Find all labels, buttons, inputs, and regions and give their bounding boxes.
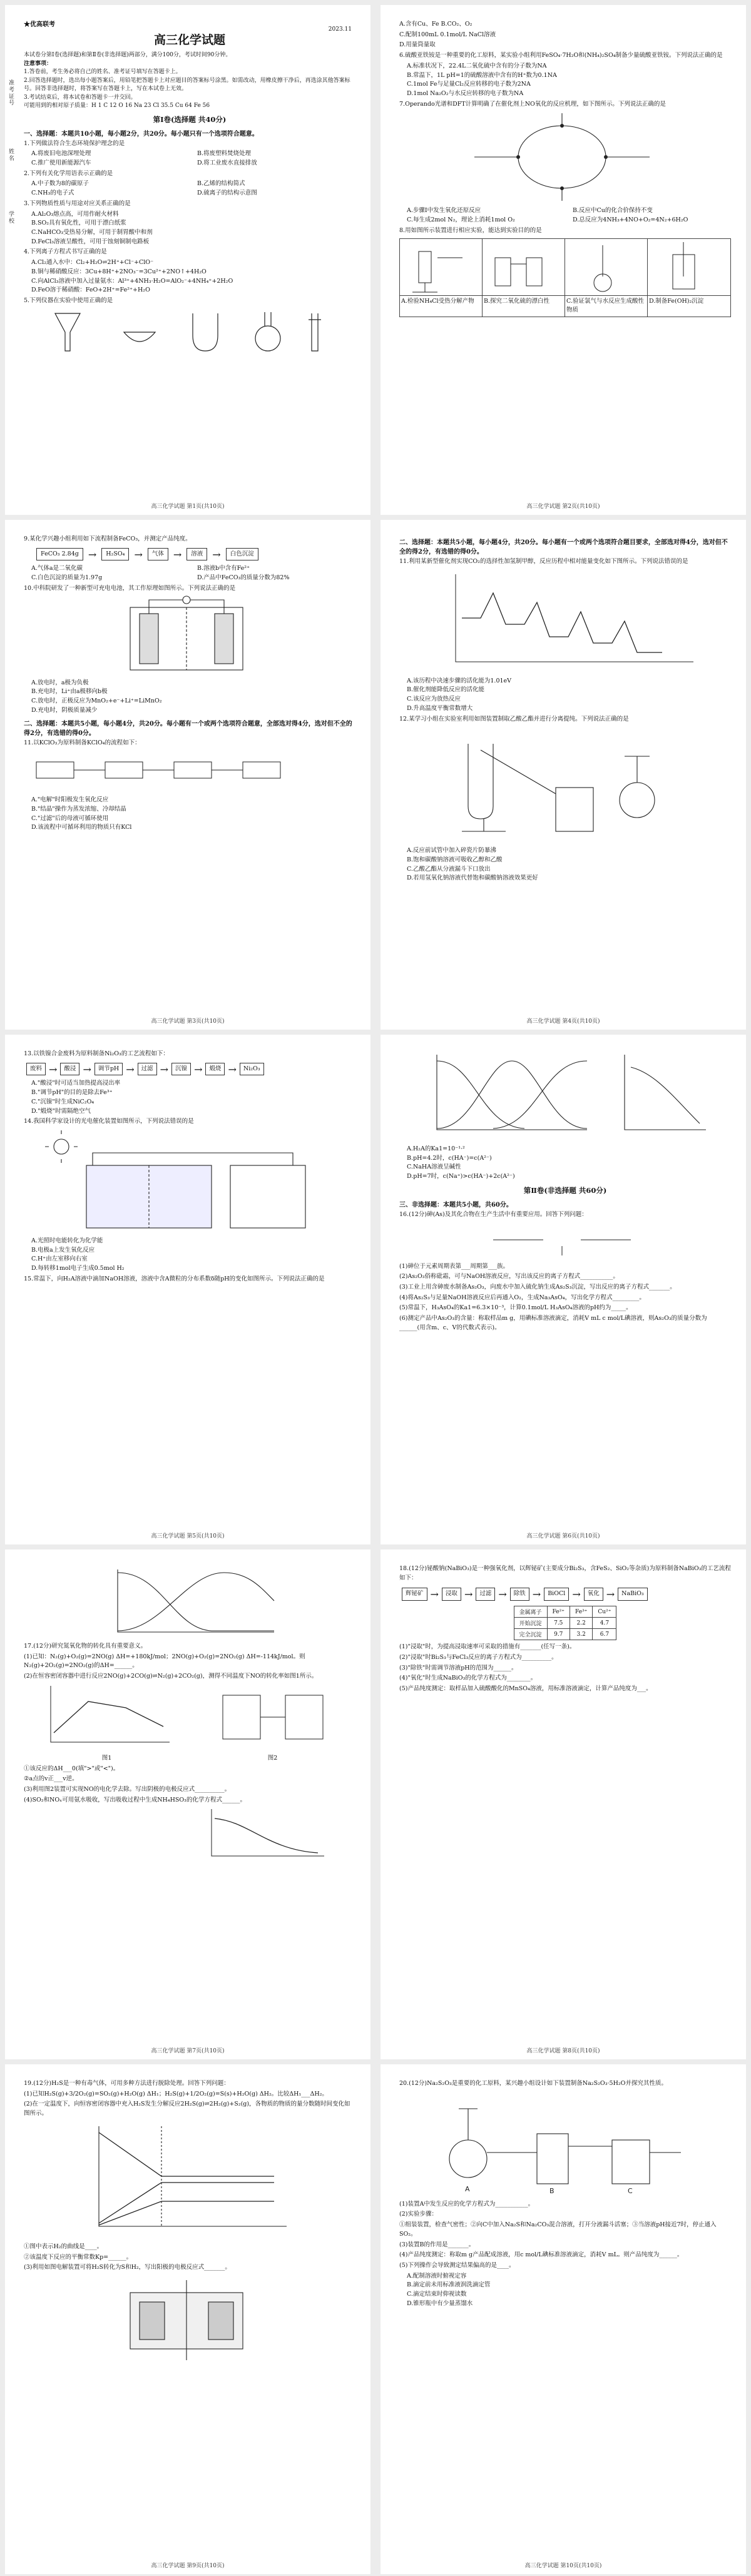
q20-option-a: A.配制溶液时俯视定容: [407, 2272, 467, 2279]
q15-option-b: B.pH=4.2时，c(HA⁻)=c(A²⁻): [407, 1154, 492, 1162]
volume-1-title: 第Ⅰ卷(选择题 共40分): [153, 114, 227, 124]
q4-option-c: C.向AlCl₃溶液中加入过量氨水：Al³⁺+4NH₃·H₂O=AlO₂⁻+4NH₄⁺+2H₂O: [31, 277, 233, 285]
round-flask-icon: [255, 326, 280, 351]
q4-option-a: A.Cl₂通入水中：Cl₂+H₂O⇌2H⁺+Cl⁻+ClO⁻: [31, 259, 154, 266]
table-row: [514, 1629, 616, 1640]
apparatus-label-c: C: [628, 2186, 633, 2195]
q8-option-d: D.制备Fe(OH)₂沉淀: [648, 295, 730, 317]
flow-node-3: 除铁: [510, 1588, 529, 1601]
flow-node-3: 溶液: [186, 548, 207, 561]
exam-badge: ★优高联考: [24, 21, 55, 28]
note-1: 注意事项：: [24, 60, 53, 67]
q18-part-3: (3)"除铁"时需调节溶液pH的范围为______。: [399, 1664, 518, 1671]
page-9: [5, 2064, 370, 2574]
precipitation-ph-table: [514, 1606, 617, 1640]
q16-part-4: (4)将As₂S₃与足量NaOH溶液反应后再通入O₂，生成Na₃AsO₄，写出化学方程式_________。: [399, 1294, 645, 1301]
page-1: [5, 5, 370, 515]
question-5: 5.下列仪器在实验中使用正确的是: [24, 297, 113, 304]
question-17: 17.(12分)研究氮氧化物的转化具有重要意义。: [24, 1643, 147, 1650]
q10-option-d: D.充电时，阴极质量减少: [31, 706, 98, 714]
q16-part-2: (2)As₂O₃俗称砒霜，可与NaOH溶液反应，写出该反应的离子方程式___________。: [399, 1273, 619, 1280]
page-footer: 高三化学试题 第7页(共10页): [151, 2048, 225, 2054]
q18-part-5: (5)产品纯度测定：取样品加入硫酸酸化的MnSO₄溶液，用标准溶液滴定，计算产品纯度为___。: [399, 1685, 652, 1693]
question-15: 15.常温下，向H₂A溶液中滴加NaOH溶液，溶液中含A微粒的分布系数δ随pH的变化如图所示。下列说法正确的是: [24, 1275, 325, 1282]
volume-2-title: 第Ⅱ卷(非选择题 共60分): [523, 1185, 607, 1195]
mole-fraction-plot: [24, 2120, 349, 2239]
table-header-cell: 金属离子: [514, 1606, 547, 1618]
q11-option-c: C."过滤"后的母液可循环使用: [31, 814, 109, 822]
q12-option-b: B.饱和碳酸钠溶液可吸收乙醇和乙酸: [407, 856, 503, 864]
q2-option-b: B.乙烯的结构简式: [197, 180, 245, 188]
distribution-curve-figure: [399, 1048, 725, 1142]
test-tube-icon: [193, 313, 218, 351]
q3-option-c: C.NaHCO₃受热易分解，可用于制胃酸中和剂: [31, 228, 153, 236]
table-cell: 6.7: [593, 1629, 616, 1640]
lab-glassware-figure: [24, 307, 349, 357]
q15-option-c: C.NaHA溶液呈碱性: [407, 1164, 461, 1171]
page-footer: 高三化学试题 第4页(共10页): [526, 1018, 600, 1025]
question-11: 11.以KClO₃为原料制备KClO₄的流程如下：: [24, 739, 141, 747]
q20-option-b: B.滴定前未用标准液润洗滴定管: [407, 2281, 491, 2289]
flow-node-0: FeCO₃ 2.84g: [36, 548, 83, 561]
apparatus-label-a: A: [465, 2184, 470, 2193]
table-cell: 2.2: [570, 1618, 592, 1629]
page-title: 高三化学试题: [153, 33, 225, 47]
q16-conversion-figure: [399, 1221, 725, 1259]
flow-node-5: 煅烧: [205, 1063, 225, 1076]
side-label-examno: 准考证号: [9, 80, 15, 107]
page-footer: 高三化学试题 第1页(共10页): [151, 504, 225, 510]
top-distribution-figure: [24, 1563, 349, 1638]
q17-part-3: ①该反应的ΔH___0(填">"或"<")。: [24, 1765, 120, 1772]
q6-option-a: A.标准状况下，22.4L二氧化硫中含有的分子数为NA: [407, 62, 547, 69]
question-6: 6.硫酸亚铁铵是一种重要的化工原料，某实验小组利用FeSO₄·7H₂O和(NH₄)₂SO₄制备少量硫酸亚铁铵。下列说法正确的是: [399, 52, 723, 59]
photoelectric-cell-diagram: [24, 1128, 349, 1234]
page-footer: 高三化学试题 第2页(共10页): [526, 504, 600, 510]
q19-part-2: (2)在一定温度下，向恒容密闭容器中充入H₂S发生分解反应2H₂S(g)⇌2H₂(g)+S₂(g)，各物质的物质的量分数随时间变化如图所示。: [24, 2101, 350, 2117]
apparatus-setup-diagram: [399, 2090, 725, 2196]
flow-node-5: 氧化: [584, 1588, 603, 1601]
table-cell: 7.5: [547, 1618, 570, 1629]
q16-part-3: (3)工业上用含砷废水制备As₂O₃，向废水中加入硫化钠生成As₂S₃沉淀，写出反应的离子方程式_______。: [399, 1284, 676, 1291]
table-cell: 4.7: [593, 1618, 616, 1629]
page-4: [381, 520, 746, 1030]
q18-part-4: (4)"氧化"时生成NaBiO₃的化学方程式为________。: [399, 1675, 537, 1682]
note-0: 本试卷分第Ⅰ卷(选择题)和第Ⅱ卷(非选择题)两部分，满分100分，考试时间90分钟。: [24, 52, 232, 58]
p2-line-1: C.配制100mL 0.1mol/L NaCl溶液: [399, 31, 496, 38]
page-2: [381, 5, 746, 515]
figure-1-caption: 图1: [101, 1754, 112, 1762]
q13-option-a: A."酸浸"时可适当加热提高浸出率: [31, 1080, 121, 1087]
section-1-title: 一、选择题：本题共10小题，每小题2分，共20分。每小题只有一个选项符合题意。: [24, 130, 258, 138]
table-cell: 完全沉淀: [514, 1629, 547, 1640]
q2-option-c: C.NH₃的电子式: [31, 190, 74, 197]
table-cell: 9.7: [547, 1629, 570, 1640]
flow-node-2: 气体: [148, 548, 168, 561]
q1-option-b: B.将废塑料焚烧处理: [197, 150, 252, 158]
flow-node-2: 调节pH: [95, 1063, 123, 1076]
q9-option-d: D.产品中FeCO₃的质量分数为82%: [197, 574, 290, 582]
q1-option-c: C.推广使用新能源汽车: [31, 159, 91, 166]
q9-option-c: C.白色沉淀的质量为1.97g: [31, 574, 103, 582]
q13-option-c: C."沉镍"时生成NiC₂O₄: [31, 1098, 95, 1105]
question-14: 14.我国科学家设计的光电催化装置如图所示，下列说法错误的是: [24, 1118, 194, 1125]
q14-option-d: D.每转移1mol电子生成0.5mol H₂: [31, 1265, 125, 1272]
q8-option-a: A.检验NH₄Cl受热分解产物: [400, 295, 483, 317]
apparatus-label-b: B: [549, 2186, 554, 2195]
q17-part-5: (3)利用图2装置可实现NO的电化学去除。写出阴极的电极反应式__________。: [24, 1786, 231, 1793]
table-cell: 开始沉淀: [514, 1618, 547, 1629]
flow-node-1: 浸取: [442, 1588, 461, 1601]
flow-node-4: 沉镍: [171, 1063, 191, 1076]
page-footer: 高三化学试题 第3页(共10页): [151, 1018, 225, 1025]
q15-option-a: A.H₂A的Ka1=10⁻¹·²: [407, 1145, 465, 1152]
p2-line-2: D.用量筒量取: [399, 41, 436, 49]
q19-part-5: (3)利用如图电解装置可将H₂S转化为S和H₂，写出阳极的电极反应式_______。: [24, 2264, 231, 2271]
q7-option-b: B.反应中Cu的化合价保持不变: [573, 207, 653, 215]
question-4: 4.下列离子方程式书写正确的是: [24, 248, 107, 256]
q18-part-1: (1)"浸取"时，为提高浸取速率可采取的措施有_______(任写一条)。: [399, 1643, 576, 1651]
q20-part-1: (1)装置A中发生反应的化学方程式为___________。: [399, 2200, 534, 2208]
q13-option-d: D."煅烧"时需隔绝空气: [31, 1107, 91, 1115]
q9-option-a: A.气体a是二氧化碳: [31, 565, 83, 572]
q8-apparatus-d: [648, 239, 730, 295]
question-12: 12.某学习小组在实验室利用如图装置制取乙酸乙酯并进行分离提纯。下列说法正确的是: [399, 715, 629, 723]
q11-option-b: B."结晶"操作为蒸发浓缩、冷却结晶: [31, 805, 126, 813]
flow-node-3: 过滤: [138, 1063, 157, 1076]
figure-2-diagram: [204, 1683, 342, 1752]
section-2-title: 二、选择题：本题共5小题，每小题4分，共20分。每小题有一个或两个选项符合题目要求，全部选对得4分，选对但不全的得2分，有选错的得0分。: [399, 539, 728, 555]
q16-part-5: (5)常温下，H₃AsO₄的Ka1=6.3×10⁻³，计算0.1mol/L H₃AsO₄溶液的pH约为_____。: [399, 1304, 632, 1312]
q16-part-1: (1)砷位于元素周期表第___周期第___族。: [399, 1262, 509, 1270]
q10-option-a: A.放电时，a极为负极: [31, 679, 89, 686]
question-19: 19.(12分)H₂S是一种有毒气体，可用多种方法进行脱除处理。回答下列问题：: [24, 2080, 230, 2087]
q3-option-a: A.Al₂O₃熔点高，可用作耐火材料: [31, 210, 119, 218]
table-row: [514, 1618, 616, 1629]
section-2-title: 二、选择题：本题共5小题，每小题4分，共20分。每小题有一个或两个选项符合题意，全部选对得4分，选对但不全的得2分，有选错的得0分。: [24, 721, 352, 738]
question-9: 9.某化学兴趣小组利用如下流程制备FeCO₃，并测定产品纯度。: [24, 535, 192, 542]
q17-part-1: (1)已知：N₂(g)+O₂(g)=2NO(g) ΔH=+180kJ/mol；2NO(g)+O₂(g)=2NO₂(g) ΔH=-114kJ/mol。则N₂(g)+2O₂(g)=2NO₂(g)的ΔH=______。: [24, 1653, 305, 1670]
p2-line-0: A.含有Cu、Fe B.CO₂、O₂: [399, 21, 473, 28]
flow-node-0: 辉铋矿: [402, 1588, 427, 1601]
page-footer: 高三化学试题 第10页(共10页): [524, 2563, 602, 2569]
side-label-school: 学校: [9, 211, 15, 225]
q14-option-a: A.光照时电能转化为化学能: [31, 1237, 103, 1245]
question-1: 1.下列做法符合生态环境保护理念的是: [24, 139, 125, 147]
question-13: 13.以铁镍合金废料为原料制备Ni₂O₃的工艺流程如下：: [24, 1050, 169, 1057]
page-footer: 高三化学试题 第6页(共10页): [526, 1533, 600, 1539]
page-7: [5, 1549, 370, 2059]
q6-option-b: B.常温下，1L pH=1的硫酸溶液中含有的H⁺数为0.1NA: [407, 71, 557, 79]
q12-option-a: A.反应前试管中加入碎瓷片防暴沸: [407, 847, 496, 854]
q16-part-6: (6)测定产品中As₂O₃的含量：称取样品m g，用碘标准溶液滴定，消耗V mL c mol/L碘溶液，则As₂O₃的质量分数为______(用含m、c、V的代数式表示)。: [399, 1315, 707, 1331]
flow-node-2: 过滤: [476, 1588, 495, 1601]
question-7: 7.Operando光谱和DFT计算明确了在催化剂上NO氧化的反应机理，如下图所示。下列说法正确的是: [399, 100, 666, 108]
q17-part-6: (4)SO₂和NOₓ可用氨水吸收，写出吸收过程中生成NH₄HSO₃的化学方程式______。: [24, 1796, 246, 1803]
page-footer: 高三化学试题 第8页(共10页): [526, 2048, 600, 2054]
battery-diagram: [24, 595, 349, 676]
q19-part-3: ①图中表示H₂的曲线是____。: [24, 2243, 103, 2250]
note-3: 2.回答选择题时，选出每小题答案后，用铅笔把答题卡上对应题目的答案标号涂黑。如需改动，用橡皮擦干净后，再选涂其他答案标号。回答非选择题时，将答案写在答题卡上，写在本试卷上无效。: [24, 77, 350, 92]
q14-option-c: C.H⁺由左室移向右室: [31, 1255, 88, 1263]
figure-2-caption: 图2: [267, 1754, 278, 1762]
q12-option-d: D.若用氢氧化钠溶液代替饱和碳酸钠溶液效果更好: [407, 875, 538, 882]
q8-apparatus-a: [400, 239, 483, 295]
q11-option-d: D.升高温度平衡常数增大: [407, 704, 473, 712]
q20-option-c: C.滴定结束时仰视读数: [407, 2291, 467, 2298]
page-6: [381, 1035, 746, 1544]
q20-part-2: (2)实验步骤：: [399, 2211, 437, 2218]
q11-option-d: D.该流程中可循环利用的物质只有KCl: [31, 824, 132, 831]
q19-part-1: (1)已知H₂S(g)+3/2O₂(g)=SO₂(g)+H₂O(g) ΔH₁；H₂S(g)+1/2O₂(g)=S(s)+H₂O(g) ΔH₂。比较ΔH₁___ΔH₂。: [24, 2090, 328, 2097]
page-footer: 高三化学试题 第5页(共10页): [151, 1533, 225, 1539]
table-cell: 3.2: [570, 1629, 592, 1640]
q4-option-d: D.FeO溶于稀硝酸：FeO+2H⁺=Fe²⁺+H₂O: [31, 287, 150, 294]
q12-option-c: C.乙酸乙酯从分液漏斗下口放出: [407, 865, 491, 873]
q20-part-6: (5)下列操作会导致测定结果偏高的是____。: [399, 2262, 515, 2269]
question-20: 20.(12分)Na₂S₂O₃是重要的化工原料，某兴趣小组设计如下装置制备Na₂S₂O₃·5H₂O并探究其性质。: [399, 2080, 667, 2087]
question-11: 11.利用某新型催化剂实现CO₂的选择性加氢制甲醇，反应历程中相对能量变化如下图所示。下列说法错误的是: [399, 558, 688, 565]
q11-option-b: B.催化剂能降低反应的活化能: [407, 686, 485, 694]
flow-node-1: H₂SO₄: [101, 548, 129, 561]
flow-node-6: Ni₂O₃: [240, 1063, 264, 1076]
section-3-title: 三、非选择题：本题共5小题，共60分。: [399, 1201, 513, 1209]
q9-option-b: B.溶液b中含有Fe²⁺: [197, 565, 250, 572]
flow-node-4: BiOCl: [544, 1588, 569, 1601]
flow-node-0: 废料: [26, 1063, 46, 1076]
note-5: 可能用到的相对原子质量：H 1 C 12 O 16 Na 23 Cl 35.5 Cu 64 Fe 56: [24, 103, 210, 109]
question-10: 10.中科院研发了一种新型可充电电池，其工作原理如图所示。下列说法正确的是: [24, 584, 236, 592]
note-2: 1.答卷前，考生务必将自己的姓名、准考证号填写在答题卡上。: [24, 69, 181, 75]
q10-option-b: B.充电时，Li⁺由a极移向b极: [31, 688, 108, 696]
flow-node-4: 白色沉淀: [226, 548, 258, 561]
q6-option-d: D.1mol Na₂O₂与水反应转移的电子数为NA: [407, 90, 524, 98]
q11-option-a: A.该历程中决速步骤的活化能为1.01eV: [407, 677, 512, 684]
flow-node-1: 酸浸: [60, 1063, 79, 1076]
q18-part-2: (2)"浸取"时Bi₂S₃与FeCl₃反应的离子方程式为__________。: [399, 1653, 558, 1661]
q3-option-d: D.FeCl₃溶液呈酸性，可用于蚀刻铜制电路板: [31, 238, 150, 245]
table-header-cell: Cu²⁺: [593, 1606, 616, 1618]
q7-option-a: A.步骤Ⅰ中发生氧化还原反应: [407, 207, 481, 215]
q2-option-d: D.硫离子的结构示意图: [197, 190, 257, 197]
q17-part-4: ②a点的v正___v逆。: [24, 1775, 78, 1783]
q20-option-d: D.锥形瓶中有少量蒸馏水: [407, 2300, 473, 2307]
q8-apparatus-b: [483, 239, 565, 295]
q3-option-b: B.SO₂具有氧化性，可用于漂白纸浆: [31, 220, 126, 227]
distillation-apparatus: [399, 725, 725, 844]
page-footer: 高三化学试题 第9页(共10页): [151, 2563, 225, 2569]
q13-option-b: B."调节pH"的目的是除去Fe³⁺: [31, 1089, 113, 1097]
q8-apparatus-c: [565, 239, 648, 295]
page-10: [381, 2064, 746, 2574]
q7-option-d: D.总反应为4NH₃+4NO+O₂=4N₂+6H₂O: [573, 216, 688, 224]
q19-part-4: ②该温度下反应的平衡常数Kp=______。: [24, 2253, 133, 2261]
question-16: 16.(12分)砷(As)及其化合物在生产生活中有重要应用。回答下列问题：: [399, 1210, 588, 1218]
page-3: 9.某化学兴趣小组利用如下流程制备FeCO₃，并测定产品纯度。 FeCO₃ 2.84g → H₂SO₄ → 气体 → 溶液 → 白色沉淀 A.气体a是二氧化碳 B.溶液b中含有Fe²⁺ C.白色沉淀的质量为1.97g D.产品中FeCO₃的质量分数为82% 10.中科院研发了一种新型可充电电池，其工作原理如图所示。下列说法正确的是 A.放电时，a极为负极 B.充电时，Li⁺由a极移向b极 C.放电时，正极反应为MnO₂+e⁻+Li⁺=LiMnO₂ D.充电时，阴极质量减少 二、选择题：本题共5小题，每小题4分，共20分。每小题有一个或两个选项符合题意，全部选对得4分，选对但不全的得2分，有选错的得0分。 11.以KClO₃为原料制备KClO₄的流程如下： A."电解"时阳极发生氧化反应 B."结晶"操作为蒸发浓缩、冷却结晶 C."过滤"后的母液可循环使用 D.该流程中可循环利用的物质只有KCl 高三化学试题 第3页(共10页): [5, 520, 370, 1030]
question-8: 8.用如图所示装置进行相应实验，能达到实验目的的是: [399, 226, 542, 234]
side-label-name: 姓名: [9, 149, 15, 162]
q1-option-d: D.将工业废水直接排放: [197, 159, 257, 166]
flow-node-6: NaBiO₃: [618, 1588, 648, 1601]
figure-1-plot: [38, 1683, 176, 1752]
q6-option-c: C.1mol Fe与足量Cl₂反应转移的电子数为2NA: [407, 81, 531, 88]
q20-part-4: (3)装置B的作用是_______。: [399, 2241, 475, 2248]
q15-option-d: D.pH=7时，c(Na⁺)>c(HA⁻)+2c(A²⁻): [407, 1173, 515, 1180]
q11-flow-figure: [24, 749, 349, 793]
energy-profile-figure: [399, 568, 725, 674]
q7-option-c: C.每生成2mol N₂，理论上消耗1mol O₂: [407, 216, 515, 224]
q11-option-c: C.该反应为放热反应: [407, 696, 461, 703]
q8-option-b: B.探究二氧化硫的漂白性: [483, 295, 565, 317]
q2-option-a: A.中子数为8的碳原子: [31, 180, 89, 188]
q4-option-b: B.铜与稀硝酸反应：3Cu+8H⁺+2NO₃⁻=3Cu²⁺+2NO↑+4H₂O: [31, 268, 207, 275]
table-header-cell: Fe³⁺: [570, 1606, 592, 1618]
q10-option-c: C.放电时，正极反应为MnO₂+e⁻+Li⁺=LiMnO₂: [31, 697, 162, 705]
funnel-icon: [55, 313, 80, 351]
q8-option-c: C.验证氯气与水反应生成酸性物质: [565, 295, 648, 317]
q20-part-3: ①组装装置，检查气密性；②向C中加入Na₂S和Na₂CO₃混合溶液，打开分液漏斗活塞；③当溶液pH接近7时，停止通入SO₂。: [399, 2221, 717, 2238]
q11-option-a: A."电解"时阳极发生氧化反应: [31, 796, 109, 804]
exam-date: 2023.11: [328, 26, 352, 33]
question-18: 18.(12分)铋酸钠(NaBiO₃)是一种强氧化剂，以辉铋矿(主要成分Bi₂S₃，含FeS₂、SiO₂等杂质)为原料制备NaBiO₃的工艺流程如下：: [399, 1565, 731, 1581]
q1-option-a: A.将废旧电池深埋处理: [31, 150, 91, 158]
page-8: 18.(12分)铋酸钠(NaBiO₃)是一种强氧化剂，以辉铋矿(主要成分Bi₂S₃，含FeS₂、SiO₂等杂质)为原料制备NaBiO₃的工艺流程如下： 辉铋矿 → 浸取 → 过滤 → 除铁 → BiOCl → 氧化 → NaBiO₃ 金属离子 Fe²⁺ Fe³⁺ Cu²⁺ 开始沉淀 7.5 2.2 4.7 完全沉淀 9.7 3.2 6.7 (1)"浸取"时，为提高浸取速率可采取的措施有_______(任写一条)。 (2)"浸取"时Bi₂S₃与FeCl₃反应的离子方程式为__________。 (3)"除铁"时需调节溶液pH的范围为______。 (4)"氧化"时生成NaBiO₃的化学方程式为________。 (5)产品纯度测定：取样品加入硫酸酸化的MnSO₄溶液，用标准溶液滴定，计算产品纯度为___。 高三化学试题 第8页(共10页): [381, 1549, 746, 2059]
q17-curve-figure: [24, 1806, 349, 1862]
table-header-cell: Fe²⁺: [547, 1606, 570, 1618]
q17-part-2: (2)在恒容密闭容器中进行反应2NO(g)+2CO(g)⇌N₂(g)+2CO₂(g)，测得不同温度下NO的转化率如图1所示。: [24, 1673, 318, 1680]
page-5: 13.以铁镍合金废料为原料制备Ni₂O₃的工艺流程如下： 废料 → 酸浸 → 调节pH → 过滤 → 沉镍 → 煅烧 → Ni₂O₃ A."酸浸"时可适当加热提高浸出率 B."调节pH"的目的是除去Fe³⁺ C."沉镍"时生成NiC₂O₄ D."煅烧"时需隔绝空气 14.我国科学家设计的光电催化装置如图所示，下列说法错误的是 A.光照时电能转化为化学能 B.电极a上发生氧化反应 C.H⁺由左室移向右室 D.每转移1mol电子生成0.5mol H₂ 15.常温下，向H₂A溶液中滴加NaOH溶液，溶液中含A微粒的分布系数δ随pH的变化如图所示。下列说法正确的是 高三化学试题 第5页(共10页): [5, 1035, 370, 1544]
question-3: 3.下列物质性质与用途对应关系正确的是: [24, 200, 131, 207]
q20-part-5: (4)产品纯度测定：称取m g产品配成溶液，用c mol/L碘标准溶液滴定，消耗V mL。则产品纯度为______。: [399, 2251, 683, 2259]
q14-option-b: B.电极a上发生氧化反应: [31, 1246, 95, 1254]
burette-icon: [309, 313, 321, 351]
electrolysis-cell-diagram: [24, 2274, 349, 2361]
evaporating-dish-icon: [124, 332, 155, 342]
reaction-cycle-figure: [399, 110, 725, 204]
question-2: 2.下列有关化学用语表示正确的是: [24, 170, 113, 177]
note-4: 3.考试结束后，将本试卷和答题卡一并交回。: [24, 94, 136, 101]
